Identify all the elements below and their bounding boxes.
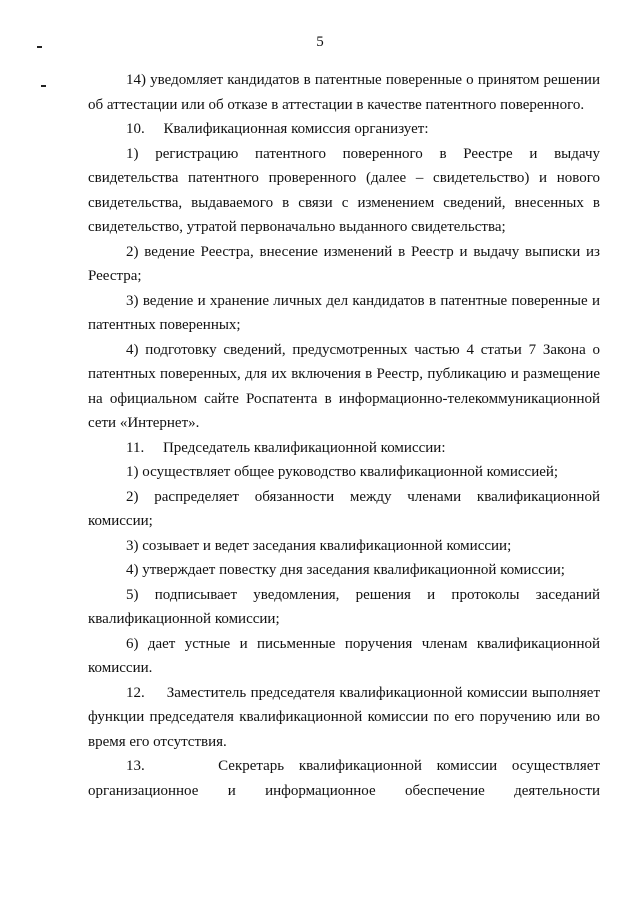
paragraph-item-14: 14) уведомляет кандидатов в патентные поверенные о принятом решении об аттестации или об отказе в аттестации в качестве патентного поверенного. <box>88 72 600 113</box>
paragraph-section-11: 11. Председатель квалификационной комиссии: <box>126 439 446 456</box>
paragraph-item-4-information: 4) подготовку сведений, предусмотренных частью 4 статьи 7 Закона о патентных поверенных, для их включения в Реестр, публикацию и размещение на официальном сайте Роспатента в информационно-телекоммуникационной сети «Интернет». <box>88 341 600 431</box>
scan-speck <box>41 85 46 87</box>
paragraph-chair-2: 2) распределяет обязанности между членами квалификационной комиссии; <box>88 488 600 529</box>
paragraph-item-3-personal-files: 3) ведение и хранение личных дел кандидатов в патентные поверенные и патентных поверенных; <box>88 292 600 333</box>
paragraph-section-10: 10. Квалификационная комиссия организует: <box>126 121 429 137</box>
paragraph-chair-5: 5) подписывает уведомления, решения и протоколы заседаний квалификационной комиссии; <box>88 586 600 627</box>
paragraph-chair-1: 1) осуществляет общее руководство квалификационной комиссией; <box>126 464 559 480</box>
paragraph-section-13: 13. Секретарь квалификационной комиссии осуществляет организационное и информационное обеспечение деятельности <box>88 758 604 799</box>
paragraph-section-12: 12. Заместитель председателя квалификационной комиссии выполняет функции председателя квалификационной комиссии по его поручению или во время его отсутствия. <box>88 684 604 750</box>
paragraph-item-2-registry: 2) ведение Реестра, внесение изменений в Реестр и выдачу выписки из Реестра; <box>88 243 600 284</box>
paragraph-chair-4: 4) утверждает повестку дня заседания квалификационной комиссии; <box>126 562 565 578</box>
paragraph-item-1-registration: 1) регистрацию патентного поверенного в Реестре и выдачу свидетельства патентного проверенного (далее – свидетельство) и нового свидетельства, выдаваемого в связи с изменением сведений, внесенных в свидетельство, утратой первоначально выданного свидетельства; <box>88 145 600 235</box>
page-number: 5 <box>316 34 324 50</box>
paragraph-chair-3: 3) созывает и ведет заседания квалификационной комиссии; <box>126 537 512 554</box>
paragraph-chair-6: 6) дает устные и письменные поручения членам квалификационной комиссии. <box>88 635 600 676</box>
document-body <box>88 68 604 803</box>
